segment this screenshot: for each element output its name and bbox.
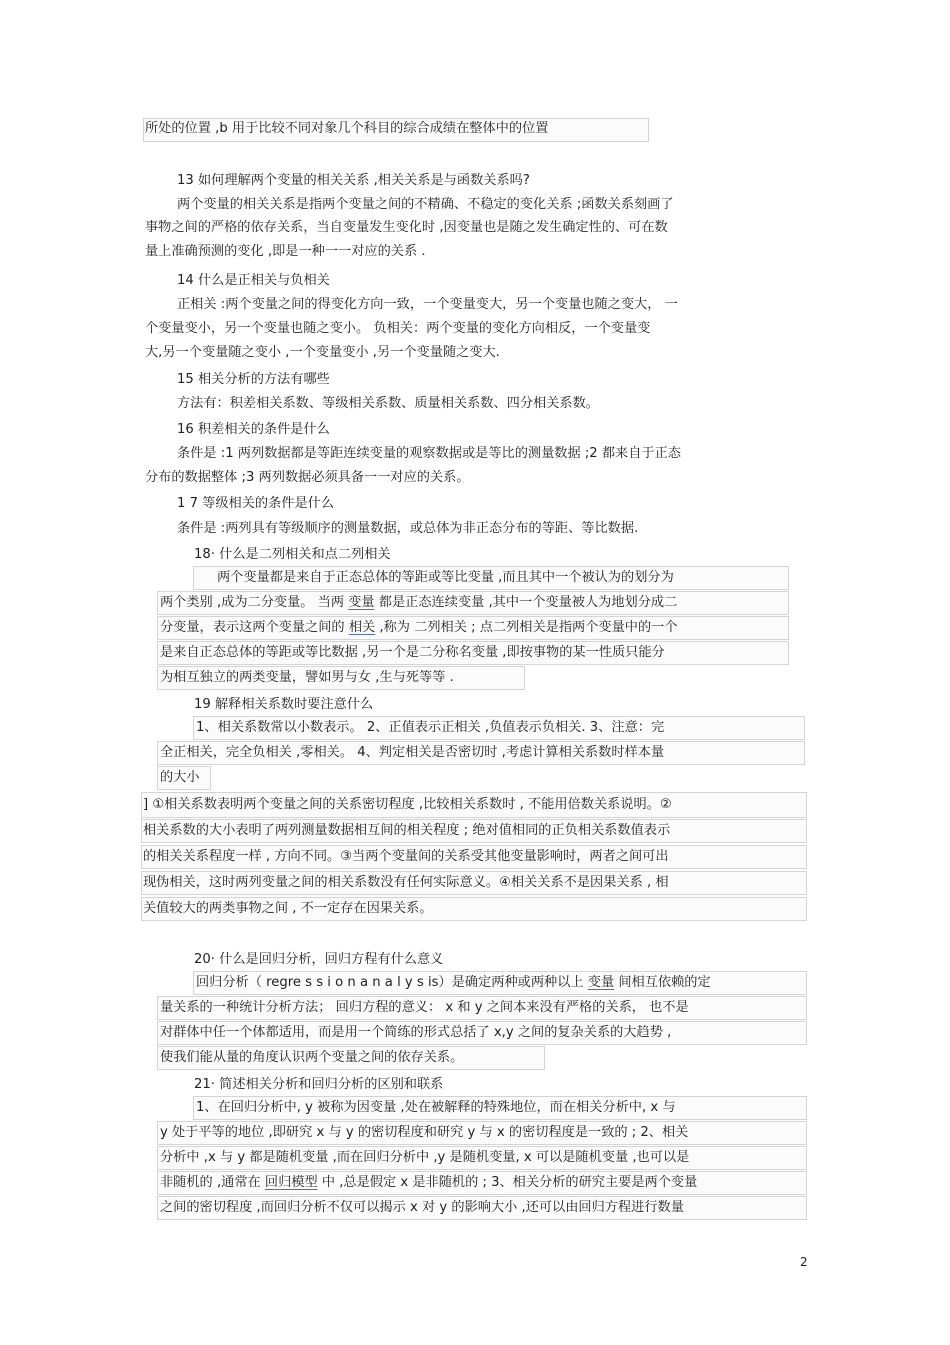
page-number: 2 xyxy=(800,1255,808,1269)
question-19-title: 19 解释相关系数时要注意什么 xyxy=(194,697,374,712)
text-line: 的相关关系程度一样 , 方向不同。③当两个变量间的关系受其他变量影响时，两者之间可出 xyxy=(143,849,669,864)
text-line: 关值较大的两类事物之间 , 不一定存在因果关系。 xyxy=(143,901,433,916)
text-line: 正相关 :两个变量之间的得变化方向一致，一个变量变大，另一个变量也随之变大， 一 xyxy=(177,297,678,312)
text-line: 相关系数的大小表明了两列测量数据相互间的相关程度 ; 绝对值相同的正负相关系数值表示 xyxy=(143,823,671,838)
text-line: 现伪相关，这时两列变量之间的相关系数没有任何实际意义。④相关关系不是因果关系 , 相 xyxy=(143,875,669,890)
text-line: 量关系的一种统计分析方法； 回归方程的意义： x 和 y 之间本来没有严格的关系， 也不是 xyxy=(160,1000,689,1015)
text-line: 条件是 :1 两列数据都是等距连续变量的观察数据或是等比的测量数据 ;2 都来自于正态 xyxy=(177,446,681,461)
text-segment: 分变量，表示这两个变量之间的 xyxy=(160,620,349,635)
text-line: 1、相关系数常以小数表示。 2、正值表示正相关 ,负值表示负相关. 3、注意：完 xyxy=(196,720,665,735)
text-line: 量上准确预测的变化 ,即是一种一一对应的关系 . xyxy=(145,244,426,259)
text-line: 是来自正态总体的等距或等比数据 ,另一个是二分称名变量 ,即按事物的某一性质只能分 xyxy=(160,645,665,660)
text-line: 的大小 xyxy=(160,770,200,785)
text-line: 之间的密切程度 ,而回归分析不仅可以揭示 x 对 y 的影响大小 ,还可以由回归方程进行数量 xyxy=(160,1200,684,1215)
question-20-title: 20· 什么是回归分析，回归方程有什么意义 xyxy=(194,952,444,967)
question-21-title: 21· 简述相关分析和回归分析的区别和联系 xyxy=(194,1077,444,1092)
text-line: 分析中 ,x 与 y 都是随机变量 ,而在回归分析中 ,y 是随机变量, x 可以是随机变量 ,也可以是 xyxy=(160,1150,690,1165)
text-segment: ,称为 二列相关 ; 点二列相关是指两个变量中的一个 xyxy=(375,620,678,635)
text-line: 两个变量都是来自于正态总体的等距或等比变量 ,而且其中一个被认为的划分为 xyxy=(217,570,674,585)
link-xiangguan[interactable]: 相关 xyxy=(348,620,376,635)
question-17-title: 1 7 等级相关的条件是什么 xyxy=(177,496,335,511)
text-segment: 间相互依赖的定 xyxy=(614,975,711,990)
text-line: 方法有：积差相关系数、等级相关系数、质量相关系数、四分相关系数。 xyxy=(177,396,599,411)
text-segment: 中 ,总是假定 x 是非随机的 ; 3、相关分析的研究主要是两个变量 xyxy=(317,1175,698,1190)
text-line: 事物之间的严格的依存关系，当自变量发生变化时 ,因变量也是随之发生确定性的、可在数 xyxy=(145,220,668,235)
question-18-title: 18· 什么是二列相关和点二列相关 xyxy=(194,547,391,562)
text-line: 1、在回归分析中, y 被称为因变量 ,处在被解释的特殊地位，而在相关分析中, x 与 xyxy=(196,1100,676,1115)
text-line: 大,另一个变量随之变小 ,一个变量变小 ,另一个变量随之变大. xyxy=(145,345,500,360)
text-line xyxy=(160,619,678,637)
text-line: 分布的数据整体 ;3 两列数据必须具备一一对应的关系。 xyxy=(145,470,470,485)
text-line: 所处的位置 ,b 用于比较不同对象几个科目的综合成绩在整体中的位置 xyxy=(145,121,549,136)
question-14-title: 14 什么是正相关与负相关 xyxy=(177,273,330,288)
text-segment: 非随机的 ,通常在 xyxy=(160,1175,265,1190)
link-bianliang[interactable]: 变量 xyxy=(348,595,375,610)
text-line: 个变量变小，另一个变量也随之变小。 负相关：两个变量的变化方向相反，一个变量变 xyxy=(145,321,651,336)
link-huiguimoxing[interactable]: 回归模型 xyxy=(264,1175,318,1190)
text-line: ] ①相关系数表明两个变量之间的关系密切程度 ,比较相关系数时 , 不能用倍数关系说明。② xyxy=(143,797,672,812)
text-segment: 都是正态连续变量 ,其中一个变量被人为地划分成二 xyxy=(374,595,678,610)
text-segment: 回归分析（ regre s s i o n a n a l y s is）是确定两种或两种以上 xyxy=(196,975,588,990)
text-line: 两个变量的相关关系是指两个变量之间的不精确、不稳定的变化关系 ;函数关系刻画了 xyxy=(177,197,674,212)
text-line: 条件是 :两列具有等级顺序的测量数据，或总体为非正态分布的等距、等比数据. xyxy=(177,521,639,536)
text-line: 全正相关，完全负相关 ,零相关。 4、判定相关是否密切时 ,考虑计算相关系数时样本量 xyxy=(160,745,665,760)
text-line xyxy=(196,974,711,992)
question-13-title: 13 如何理解两个变量的相关关系 ,相关关系是与函数关系吗? xyxy=(177,173,530,188)
link-bianliang[interactable]: 变量 xyxy=(587,975,615,990)
text-line: 为相互独立的两类变量，譬如男与女 ,生与死等等 . xyxy=(160,670,454,685)
text-line: y 处于平等的地位 ,即研究 x 与 y 的密切程度和研究 y 与 x 的密切程度是一致的 ; 2、相关 xyxy=(160,1125,689,1140)
text-line xyxy=(160,594,677,612)
text-line xyxy=(160,1174,697,1192)
question-15-title: 15 相关分析的方法有哪些 xyxy=(177,372,330,387)
text-line: 使我们能从量的角度认识两个变量之间的依存关系。 xyxy=(160,1050,464,1065)
question-16-title: 16 积差相关的条件是什么 xyxy=(177,422,330,437)
text-segment: 两个类别 ,成为二分变量。 当两 xyxy=(160,595,349,610)
text-line: 对群体中任一个体都适用，而是用一个简练的形式总括了 x,y 之间的复杂关系的大趋势 , xyxy=(160,1025,672,1040)
